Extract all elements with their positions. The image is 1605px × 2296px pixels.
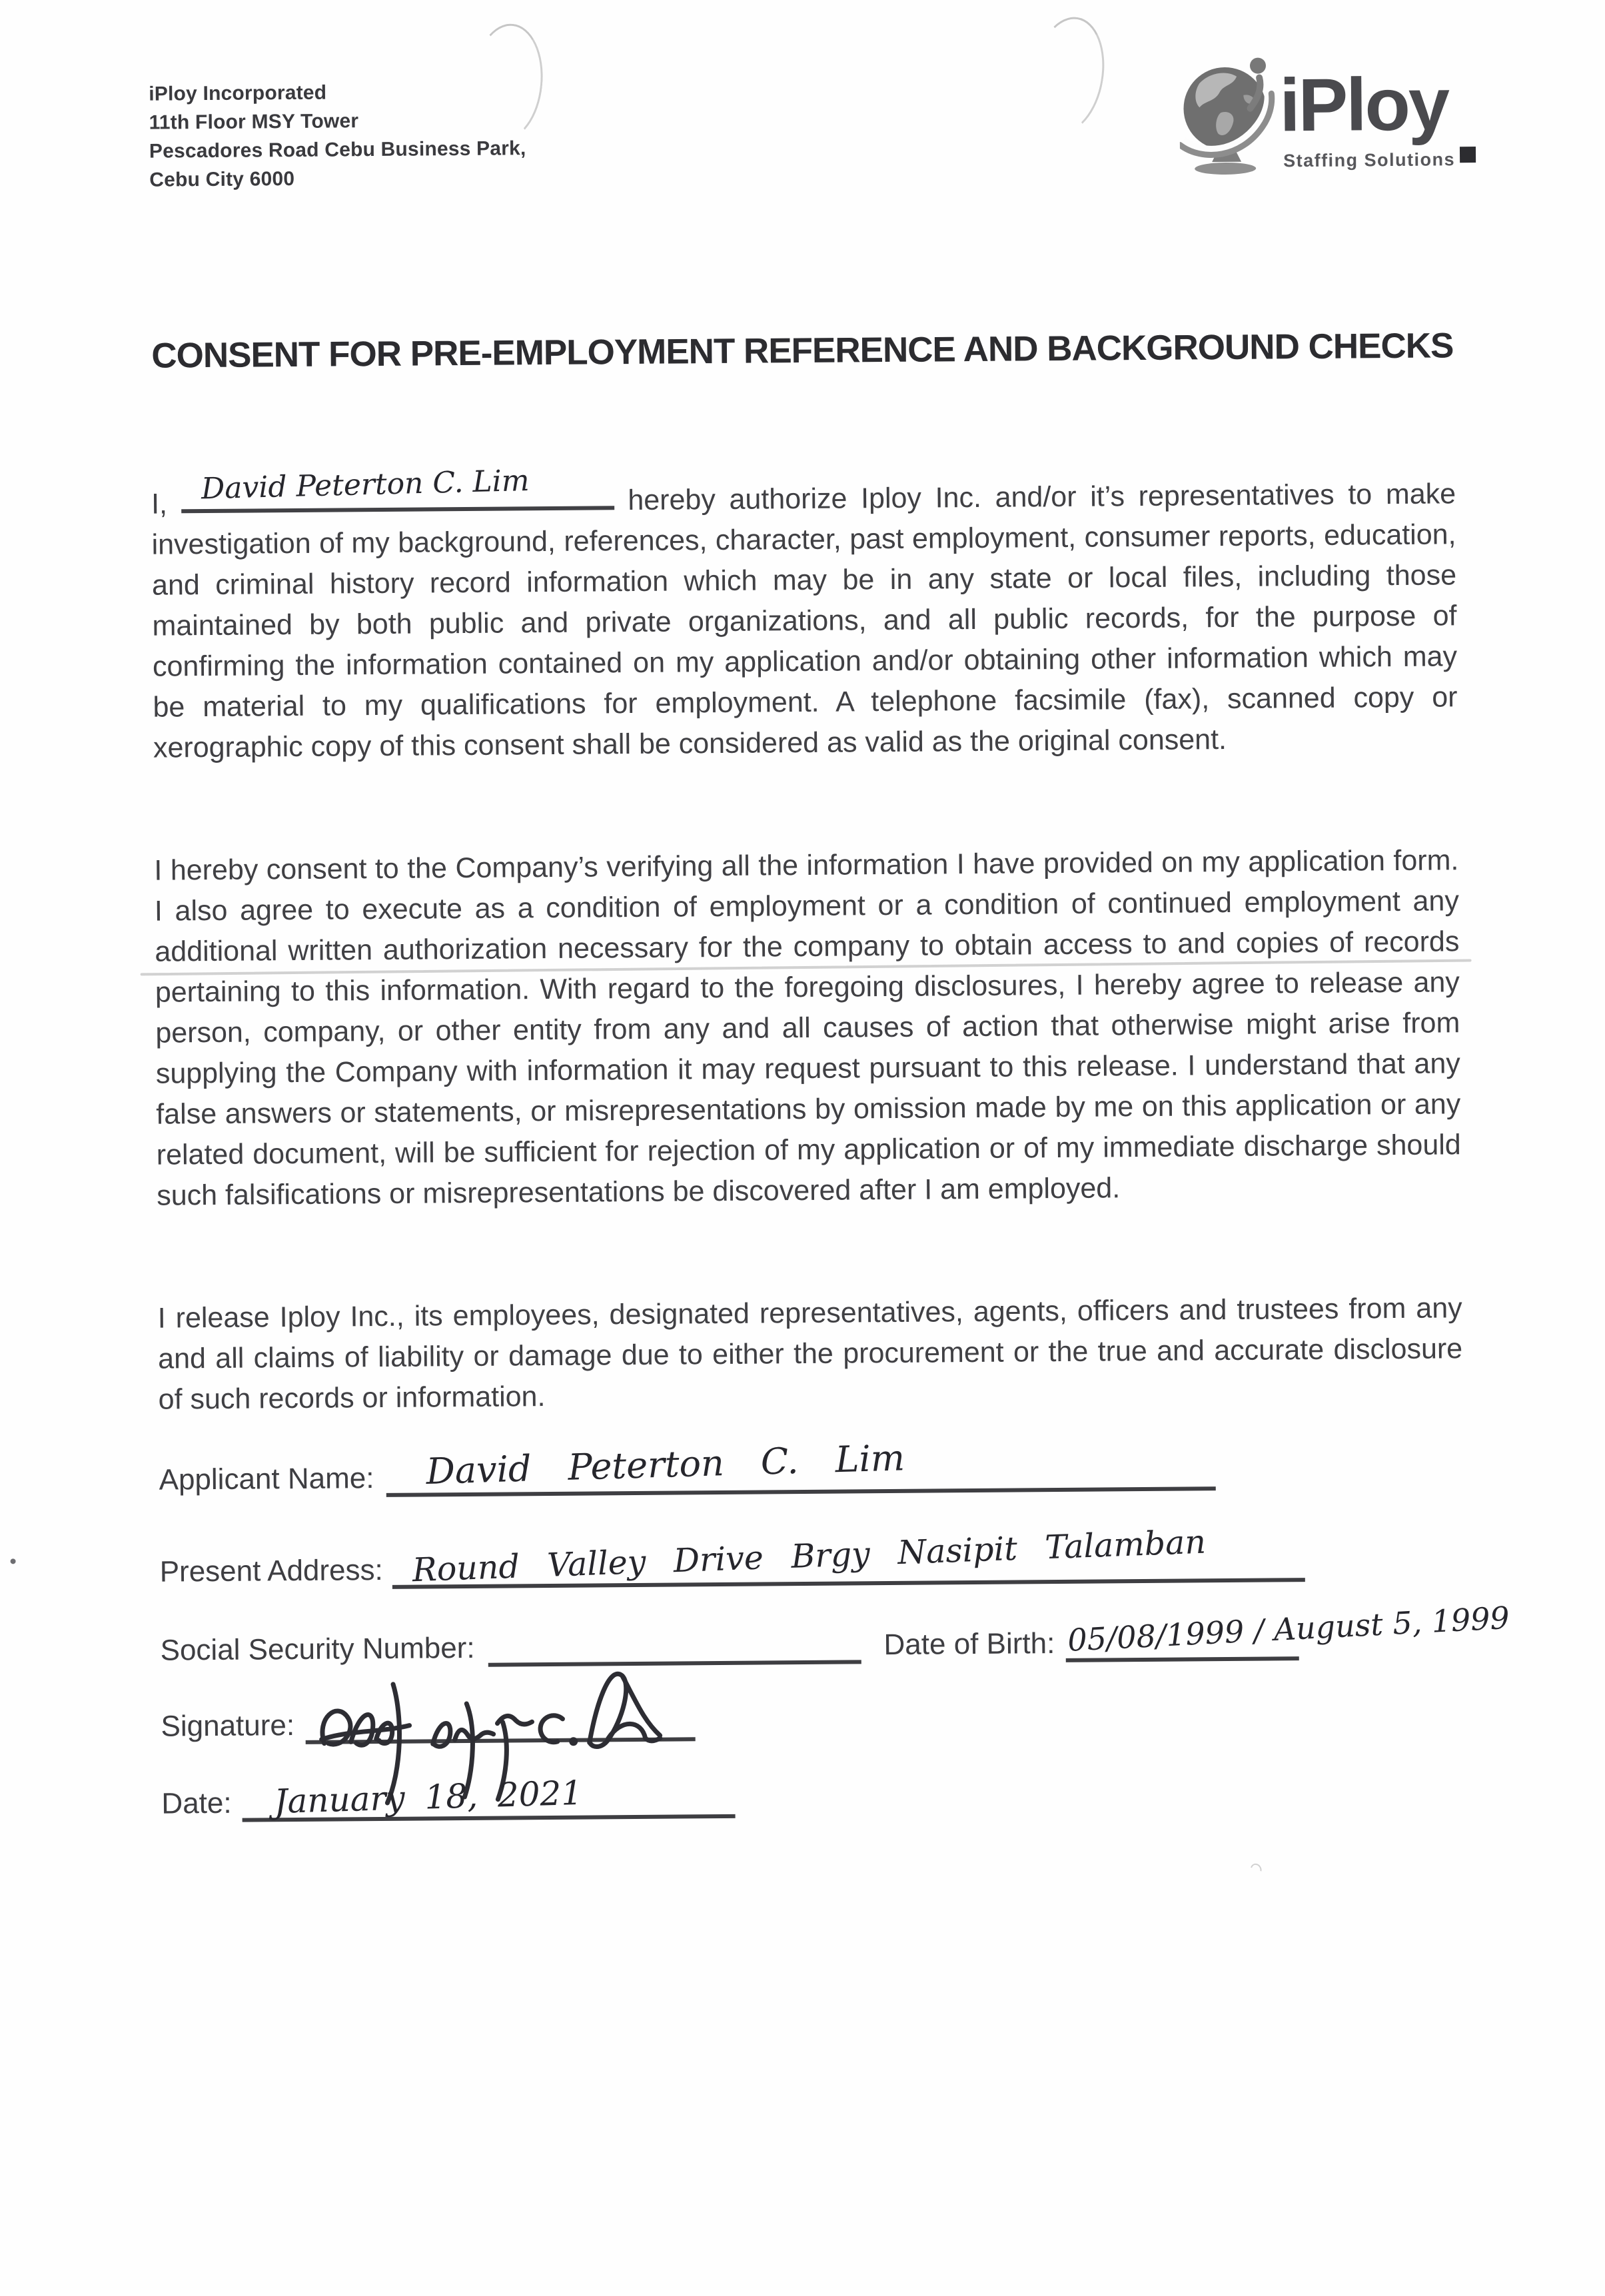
present-address-line bbox=[392, 1522, 1305, 1590]
tagline-square-mark bbox=[1460, 147, 1476, 163]
paragraph-release: I release Iploy Inc., its employees, designated representatives, agents, officers and trustees from any and all claims of liability or damage due to either the procurement or the true and accurate disclosure of such records or information. bbox=[157, 1292, 1463, 1416]
brand-wordmark: iPloy bbox=[1279, 62, 1448, 147]
paragraph-text: hereby authorize Iploy Inc. and/or it’s representatives to make investigation of my background, references, character, past employment, consumer reports, education, and criminal history record information which may be in any state or local files, including those maintained by both public and private organizations, and all public records, for the purpose of confirming the information contained on my application and/or obtaining other information which may be material to my qualifications for employment. A telephone facsimile (fax), scanned copy or xerographic copy of this consent shall be considered as valid as the original consent. bbox=[151, 478, 1458, 764]
paragraph-authorization bbox=[151, 463, 1458, 768]
handwritten-applicant-name: David Peterton C. Lim bbox=[425, 1436, 905, 1492]
ssn-label: Social Security Number: bbox=[160, 1631, 475, 1667]
applicant-name-line bbox=[386, 1436, 1215, 1497]
field-signature bbox=[161, 1700, 695, 1745]
handwritten-date: January 18, 2021 bbox=[273, 1773, 584, 1822]
company-address-line: Pescadores Road Cebu Business Park, bbox=[149, 137, 526, 163]
stray-mark-artifact bbox=[1249, 1862, 1264, 1878]
scan-curl-artifact-right bbox=[1023, 11, 1113, 139]
company-address-block bbox=[149, 77, 526, 194]
signature-label: Signature: bbox=[161, 1709, 295, 1743]
date-label: Date: bbox=[161, 1786, 232, 1820]
company-logo bbox=[1179, 49, 1487, 192]
document-title: CONSENT FOR PRE-EMPLOYMENT REFERENCE AND BACKGROUND CHECKS bbox=[151, 326, 1454, 376]
handwritten-dob bbox=[1067, 1600, 1510, 1658]
field-applicant-name bbox=[159, 1436, 1215, 1498]
dob-line bbox=[1065, 1599, 1510, 1662]
margin-dot-artifact bbox=[11, 1558, 16, 1564]
handwritten-present-address: Round Valley Drive Brgy Nasipit Talamban bbox=[411, 1522, 1207, 1590]
present-address-label: Present Address: bbox=[159, 1553, 383, 1588]
company-address-line: Cebu City 6000 bbox=[149, 167, 295, 191]
field-date bbox=[161, 1773, 736, 1823]
date-line bbox=[242, 1773, 735, 1822]
globe-orbit-person-icon bbox=[1179, 56, 1280, 177]
paragraph-consent: I hereby consent to the Company’s verifying all the information I have provided on my application form. I also agree to execute as a condition of employment or a condition of continued employment any additional written authorization necessary for the company to obtain access to and copies of records pertaining to this information. With regard to the foregoing disclosures, I hereby agree to release any person, company, or other entity from any and all causes of action that otherwise might arise from supplying the Company with information it may request pursuant to this release. I understand that any false answers or statements, or misrepresentations by omission made by me on this application or any related document, will be sufficient for rejection of my application or of my immediate discharge should such falsifications or misrepresentations be discovered after I am employed. bbox=[154, 844, 1461, 1212]
field-present-address bbox=[159, 1522, 1305, 1590]
brand-tagline: Staffing Solutions bbox=[1283, 149, 1456, 171]
signature-line bbox=[305, 1700, 695, 1744]
company-name: iPloy Incorporated bbox=[149, 81, 327, 105]
dob-label: Date of Birth: bbox=[883, 1627, 1055, 1662]
company-address-line: 11th Floor MSY Tower bbox=[149, 110, 359, 134]
applicant-name-label: Applicant Name: bbox=[159, 1462, 374, 1496]
handwritten-dob-longform: / August 5, 1999 bbox=[1253, 1599, 1510, 1649]
handwritten-name-inline: David Peterton C. Lim bbox=[200, 463, 530, 506]
name-fill-line bbox=[181, 463, 614, 513]
paragraph-prefix: I, bbox=[151, 488, 168, 520]
handwritten-dob-numeric: 05/08/1999 bbox=[1066, 1613, 1245, 1658]
